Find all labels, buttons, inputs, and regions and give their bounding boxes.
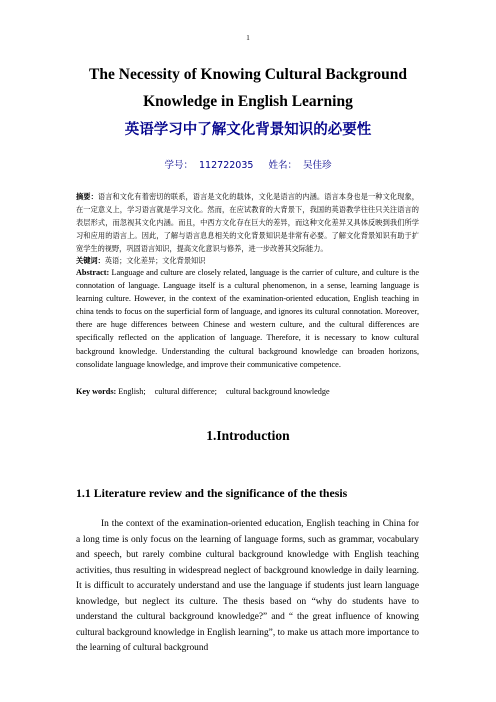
keyword-item: English;: [118, 387, 146, 396]
student-id-label: 学号：: [164, 160, 194, 171]
keywords-english-label: Key words:: [76, 387, 117, 396]
body-paragraph: In the context of the examination-oriented education, English teaching in China for a long time is only focus on the learning of language forms, such as grammar, vocabulary and speech, but rarely combine cultural background knowledge with English teaching activities, thus resulting in widespread neglect of background knowledge in daily learning. It is difficult to accurately understand and use the language if students just learn language knowledge, but neglect its culture. The thesis based on “why do students have to understand the cultural background knowledge?” and “ the great influence of knowing cultural background knowledge in English learning”, to make us attach more importance to the learning of cultural background: [76, 519, 419, 653]
student-name-value: 吴佳珍: [302, 160, 332, 171]
keywords-chinese-label: 关键词：: [76, 256, 105, 265]
keywords-chinese-text: 英语；文化差异；文化背景知识: [104, 256, 206, 265]
keywords-chinese: [76, 256, 419, 266]
student-id: [162, 160, 257, 171]
section-heading: 1.Introduction: [206, 428, 290, 443]
subsection-heading: 1.1 Literature review and the significance of the thesis: [76, 486, 348, 500]
title-english-line2: Knowledge in English Learning: [143, 93, 353, 110]
abstract-chinese-label: 摘要：: [76, 192, 98, 201]
abstract-chinese-text: 语言和文化有着密切的联系，语言是文化的载体，文化是语言的内涵。语言本身也是一种文化现象，在一定意义上，学习语言就是学习文化。然而，在应试教育的大背景下，我国的英语教学往往只关注语言的表层形式，而忽视其文化内涵。而且，中西方文化存在巨大的差异，而这种文化差异又具体反映到我们所学习和应用的语言上。因此，了解与语言息息相关的文化背景知识是非常有必要。了解文化背景知识有助于扩宽学生的视野，巩固语言知识，提高文化意识与修养，进一步改善其交际能力。: [76, 192, 419, 254]
title-english-line1: The Necessity of Knowing Cultural Background: [89, 66, 407, 83]
page-number: 1: [246, 34, 250, 42]
student-id-value: 112722035: [199, 160, 254, 171]
title-chinese: 英语学习中了解文化背景知识的必要性: [124, 122, 372, 138]
abstract-english-label: Abstract:: [76, 268, 110, 277]
keyword-item: cultural difference;: [154, 387, 217, 396]
abstract-english-text: Language and culture are closely related, language is the carrier of culture, and culture is the connotation of language. Language itself is a cultural phenomenon, in a sense, learning language is learning culture. However, in the context of the examination-oriented education, English teaching in china tends to focus on the superficial form of language, and ignores its cultural connotation. Moreover, there are huge differences between Chinese and western culture, and the cultural differences are specifically reflected on the application of language. Therefore, it is necessary to know cultural background knowledge. Understanding the cultural background knowledge can broaden horizons, consolidate language knowledge, and improve their communicative competence.: [76, 268, 419, 369]
abstract-chinese: [76, 190, 419, 255]
keyword-item: cultural background knowledge: [225, 387, 330, 396]
student-name: [265, 160, 334, 171]
abstract-english: [76, 266, 419, 371]
keywords-english: [76, 386, 419, 397]
student-name-label: 姓名：: [268, 160, 297, 171]
student-info: [40, 157, 456, 171]
